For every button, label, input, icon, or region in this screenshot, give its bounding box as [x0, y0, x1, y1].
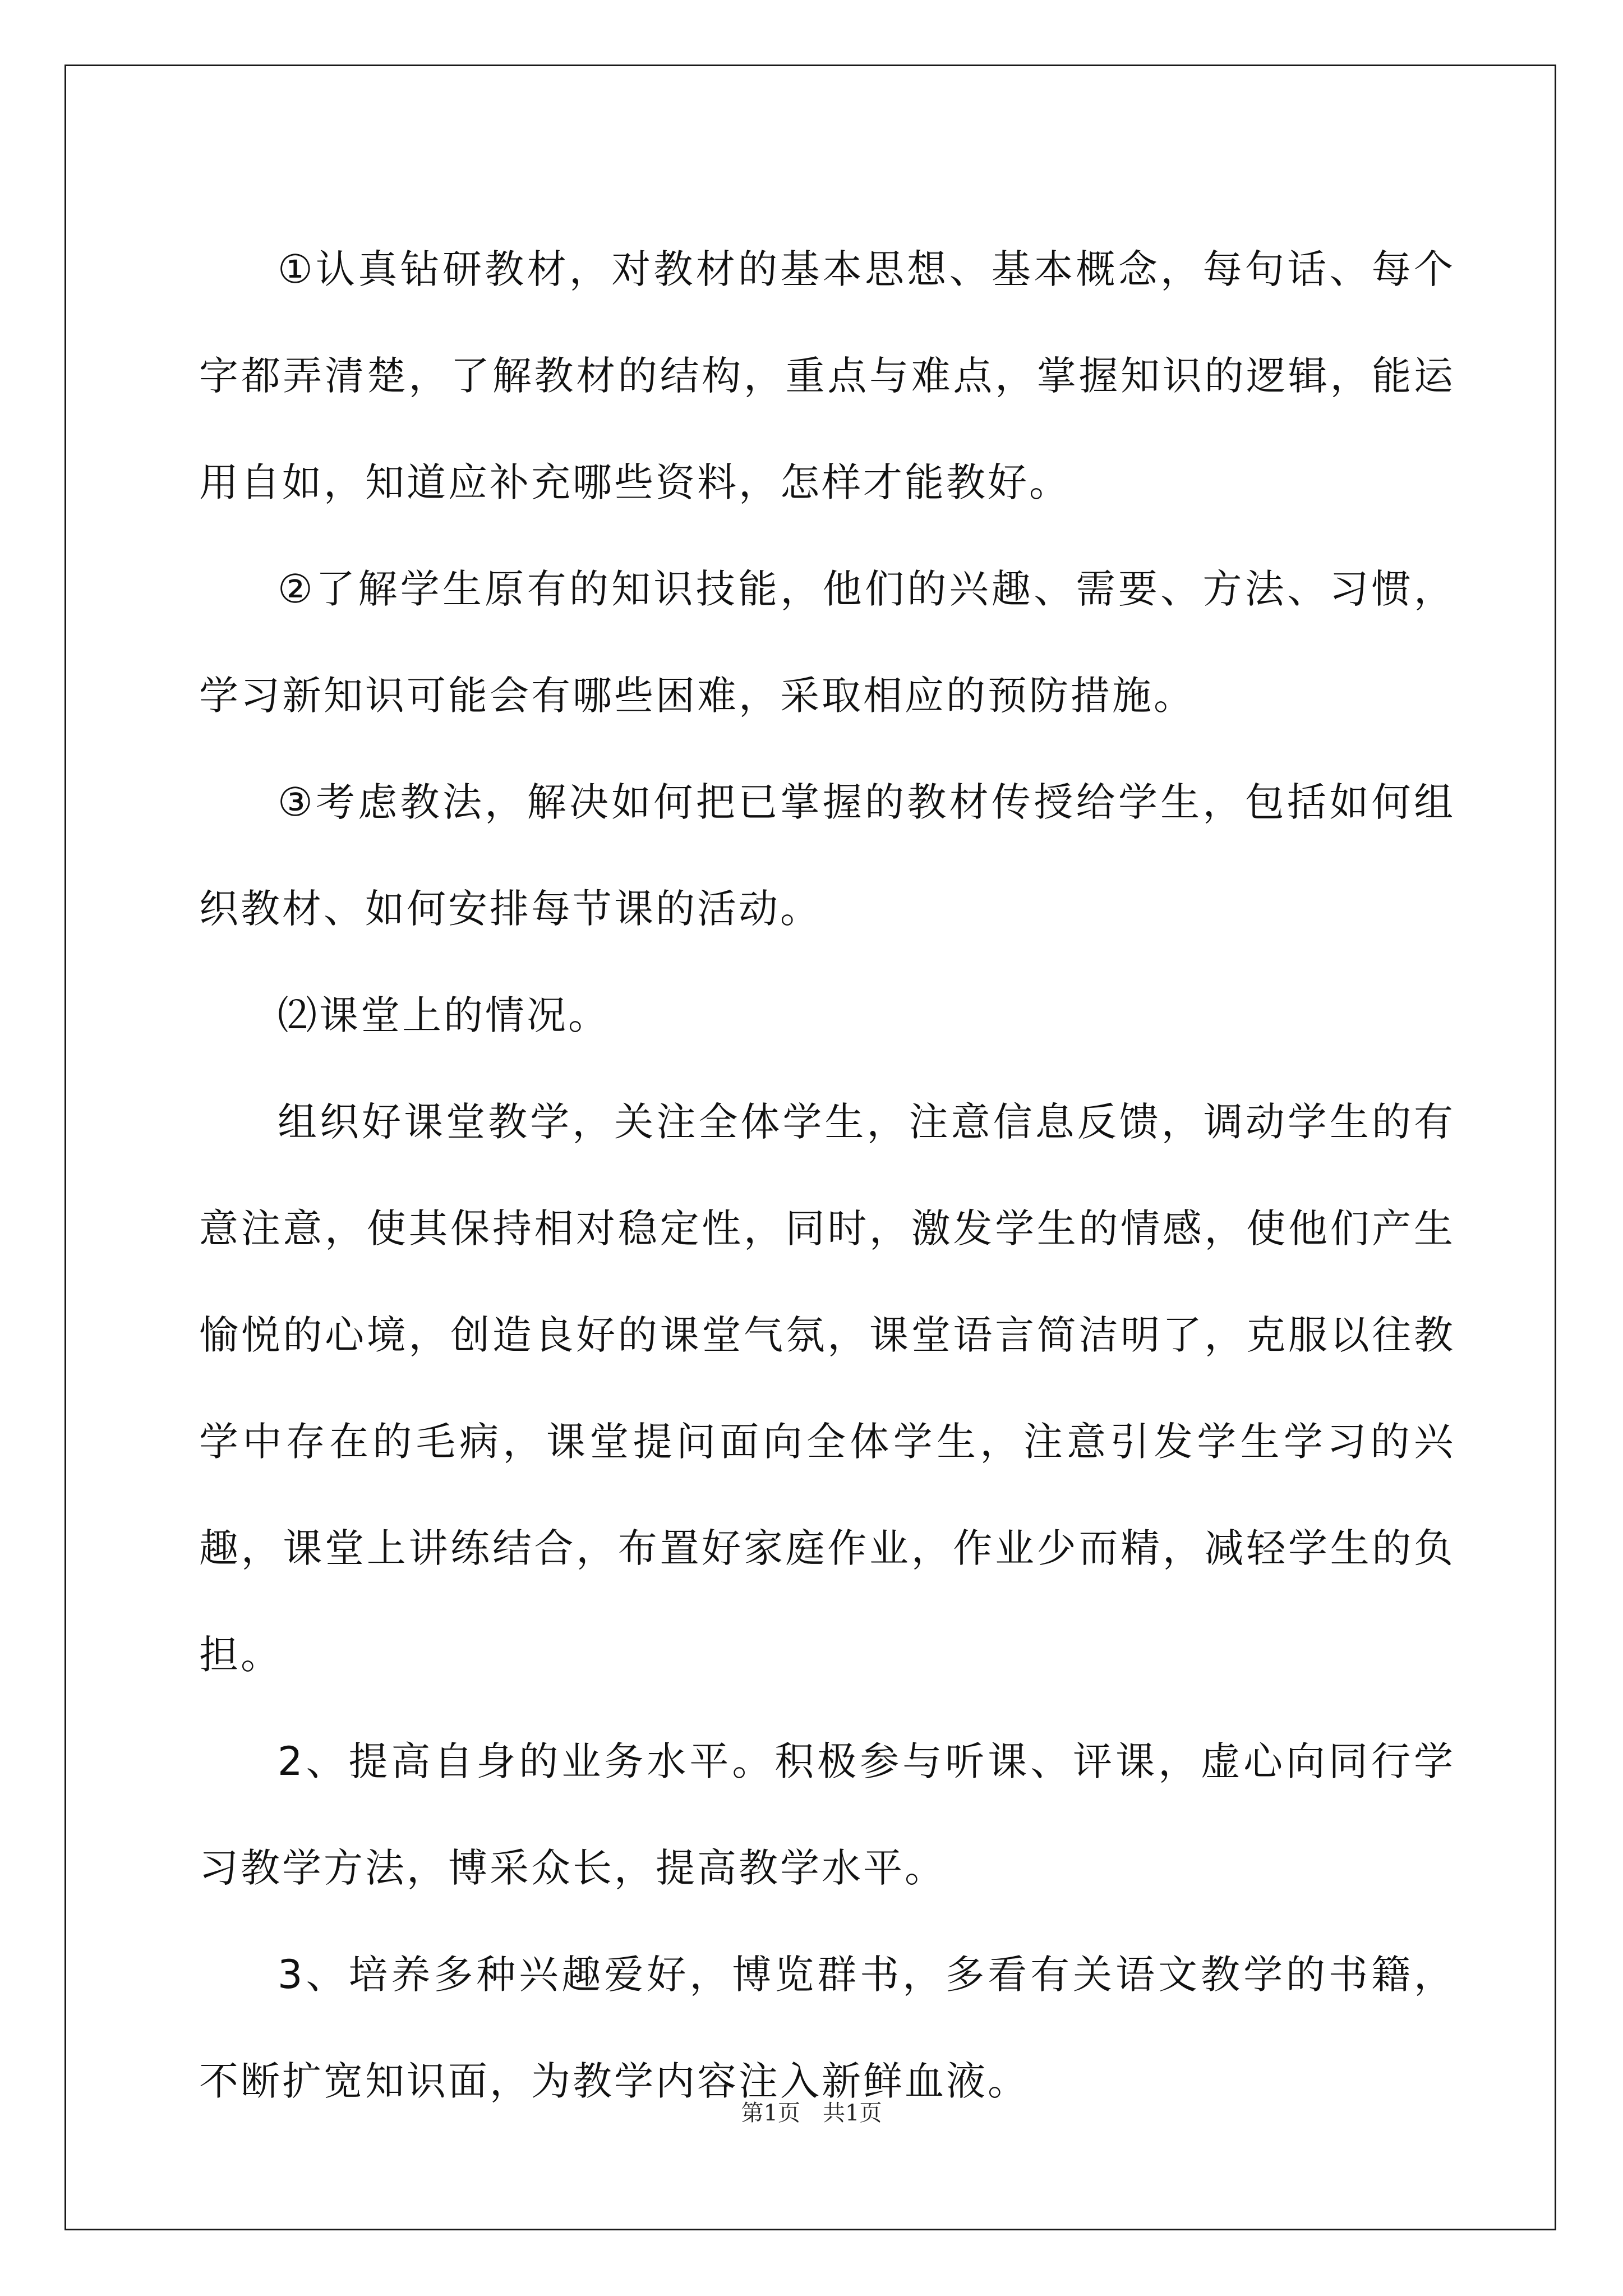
page-footer [0, 2095, 1623, 2127]
document-body [199, 216, 1455, 2134]
page-number-current: 第1页 [741, 2100, 800, 2126]
paragraph-classroom-organization: 组织好课堂教学，关注全体学生，注意信息反馈，调动学生的有意注意，使其保持相对稳定性，同时，激发学生的情感，使他们产生愉悦的心境，创造良好的课堂气氛，课堂语言简洁明了，克服以往教学中存在的毛病，课堂提问面向全体学生，注意引发学生学习的兴趣，课堂上讲练结合，布置好家庭作业，作业少而精，减轻学生的负担。 [199, 1099, 1455, 1678]
paragraph-understand-students: ②了解学生原有的知识技能，他们的兴趣、需要、方法、习惯，学习新知识可能会有哪些困难，采取相应的预防措施。 [199, 566, 1455, 719]
paragraph-interests-reading: 3、培养多种兴趣爱好，博览群书，多看有关语文教学的书籍，不断扩宽知识面，为教学内容注入新鲜血液。 [199, 1952, 1455, 2104]
paragraph-classroom-heading: ⑵课堂上的情况。 [278, 992, 610, 1038]
paragraph-study-materials: ①认真钻研教材，对教材的基本思想、基本概念，每句话、每个字都弄清楚，了解教材的结构，重点与难点，掌握知识的逻辑，能运用自如，知道应补充哪些资料，怎样才能教好。 [199, 246, 1455, 505]
paragraph-professional-level: 2、提高自身的业务水平。积极参与听课、评课，虚心向同行学习教学方法，博采众长，提高教学水平。 [199, 1738, 1455, 1891]
page-number-total: 共1页 [823, 2100, 882, 2126]
paragraph-teaching-methods: ③考虑教法，解决如何把已掌握的教材传授给学生，包括如何组织教材、如何安排每节课的活动。 [199, 779, 1455, 932]
